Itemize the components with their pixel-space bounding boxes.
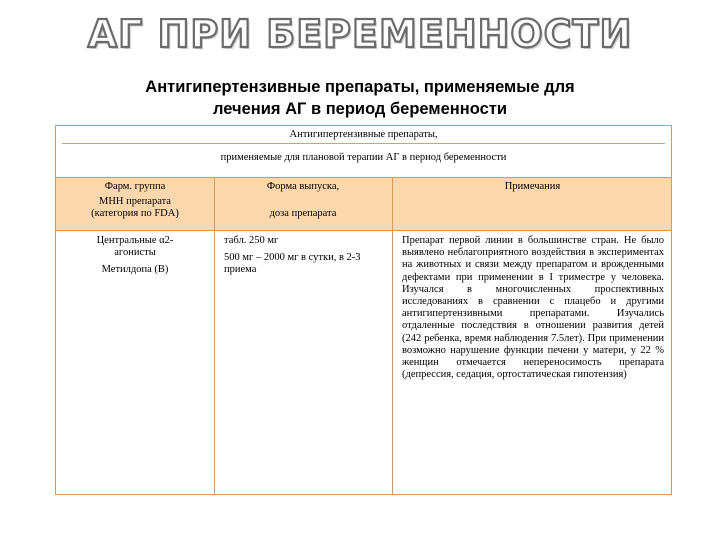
header-col2-line-2: доза препарата <box>269 208 337 220</box>
header-form-dose <box>218 181 388 220</box>
header-col1-line-2: МНН препарата <box>99 196 171 208</box>
column-divider <box>392 178 393 494</box>
cell-form-dose <box>224 235 386 277</box>
slide-subtitle <box>60 76 660 120</box>
drug-form: табл. 250 мг <box>224 235 279 246</box>
cell-pharm-group <box>60 235 210 277</box>
header-notes <box>396 181 669 193</box>
header-col1-line-3: (категория по FDA) <box>91 208 179 220</box>
header-col1-line-1: Фарм. группа <box>104 181 166 192</box>
header-col3: Примечания <box>504 181 561 192</box>
drug-table <box>55 125 672 495</box>
column-divider <box>214 178 215 494</box>
table-caption-line-2: применяемые для плановой терапии АГ в период беременности <box>220 152 507 163</box>
group-line-2: агонисты <box>114 247 156 259</box>
cell-notes: Препарат первой линии в большинстве стран. Не было выявлено неблагоприятного воздействия в экспериментах на животных и связи между препаратом и врожденными дефектами при применении в I триместре у человека. Изучался в многочисленных проспективных исследованиях в сравнении с плацебо и другими антигипертензивными препаратами. Изучались отдаленные последствия в отношении развития детей (242 ребенка, время наблюдения 7.5лет). При применении возможно нарушение функции печени у матери, у 22 % женщин отмечается непереносимость препарата (депрессия, седация, ортостатическая гипотензия) <box>402 235 664 381</box>
table-caption-line-1: Антигипертензивные препараты, <box>289 129 438 140</box>
header-pharm-group <box>60 181 210 221</box>
subtitle-line-1: Антигипертензивные препараты, применяемые для <box>145 78 575 96</box>
subtitle-line-2: лечения АГ в период беременности <box>213 100 507 118</box>
slide-title: АГ ПРИ БЕРЕМЕННОСТИ <box>87 12 633 56</box>
table-caption <box>56 126 671 178</box>
header-col2-line-1: Форма выпуска, <box>266 181 340 192</box>
group-line-1: Центральные α2- <box>96 235 174 246</box>
drug-dose: 500 мг – 2000 мг в сутки, в 2-3 приема <box>224 252 361 276</box>
caption-divider <box>62 143 665 144</box>
drug-name: Метилдопа (B) <box>101 264 169 276</box>
